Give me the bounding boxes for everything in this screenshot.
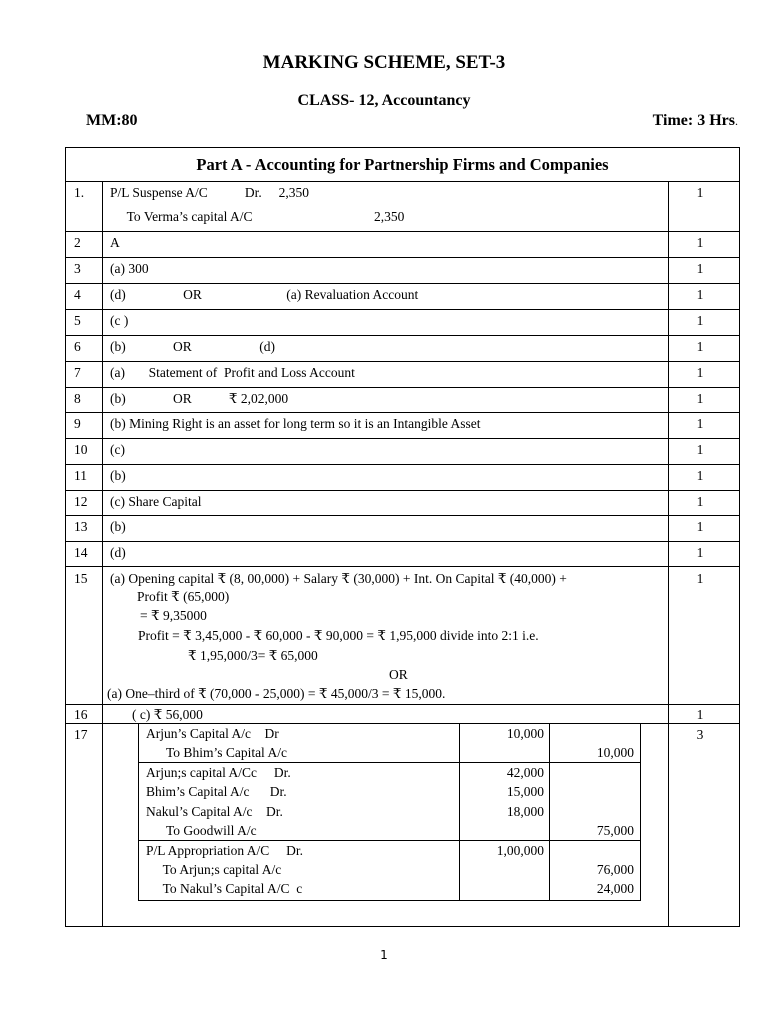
answer-line: P/L Suspense A/C Dr. 2,350 [110, 185, 310, 200]
time-suffix: . [735, 114, 738, 128]
max-marks: MM:80 [86, 112, 138, 129]
time-text: Time: 3 Hrs [652, 112, 735, 129]
journal-particular: P/L Appropriation A/C Dr. [146, 843, 304, 858]
page-number: 1 [380, 948, 388, 962]
marks-value: 1 [696, 185, 704, 200]
answer-line: A [110, 235, 120, 250]
marks-value: 1 [696, 442, 704, 457]
journal-debit: 15,000 [506, 784, 544, 799]
marks-value: 3 [696, 727, 704, 742]
answer-line: (c) Share Capital [110, 494, 202, 509]
question-number: 5 [74, 313, 81, 328]
row-line [65, 335, 740, 336]
row-line [65, 387, 740, 388]
journal-debit: 10,000 [506, 726, 544, 741]
journal-particular: To Bhim’s Capital A/c [146, 745, 287, 760]
marks-value: 1 [696, 287, 704, 302]
question-number: 4 [74, 287, 81, 302]
col-divider-num [102, 181, 103, 927]
answer-line: ( c) ₹ 56,000 [132, 707, 203, 722]
question-number: 9 [74, 416, 81, 431]
row-line [65, 361, 740, 362]
question-number: 2 [74, 235, 81, 250]
answer-line: (a) One–third of ₹ (70,000 - 25,000) = ₹ 45,000/3 = ₹ 15,000. [107, 686, 446, 701]
answer-line: Profit = ₹ 3,45,000 - ₹ 60,000 - ₹ 90,000 = ₹ 1,95,000 divide into 2:1 i.e. [138, 628, 539, 643]
row-line [65, 541, 740, 542]
journal-credit: 76,000 [596, 862, 634, 877]
marks-value: 1 [696, 494, 704, 509]
marks-value: 1 [696, 707, 704, 722]
marks-value: 1 [696, 391, 704, 406]
question-number: 6 [74, 339, 81, 354]
question-number: 7 [74, 365, 81, 380]
marks-value: 1 [696, 235, 704, 250]
answer-line: (b) OR (d) [110, 339, 275, 354]
answer-line: = ₹ 9,35000 [140, 608, 207, 623]
answer-line: (b) Mining Right is an asset for long term so it is an Intangible Asset [110, 416, 481, 431]
journal-particular: Arjun’s Capital A/c Dr [146, 726, 279, 741]
row-line [65, 283, 740, 284]
row-line [65, 412, 740, 413]
question-number: 3 [74, 261, 81, 276]
row-line [65, 566, 740, 567]
journal-particular: Nakul’s Capital A/c Dr. [146, 804, 283, 819]
row-line [65, 464, 740, 465]
question-number: 16 [74, 707, 88, 722]
question-number: 17 [74, 727, 88, 742]
marks-value: 1 [696, 545, 704, 560]
row-line [65, 181, 740, 182]
marks-value: 1 [696, 519, 704, 534]
journal-credit: 24,000 [596, 881, 634, 896]
answer-line: Profit ₹ (65,000) [137, 589, 230, 604]
answer-line: (a) 300 [110, 261, 149, 276]
question-number: 12 [74, 494, 88, 509]
journal-credit: 10,000 [596, 745, 634, 760]
marks-value: 1 [696, 339, 704, 354]
marks-value: 1 [696, 468, 704, 483]
journal-debit: 18,000 [506, 804, 544, 819]
class-subject: CLASS- 12, Accountancy [297, 92, 471, 109]
question-number: 15 [74, 571, 88, 586]
answer-line: To Verma’s capital A/C 2,350 [110, 209, 405, 224]
journal-particular: To Goodwill A/c [146, 823, 257, 838]
journal-particular: To Nakul’s Capital A/C c [146, 881, 303, 896]
journal-debit: 1,00,000 [496, 843, 544, 858]
answer-line: (b) [110, 468, 126, 483]
question-number: 14 [74, 545, 88, 560]
col-divider-marks [668, 181, 669, 927]
answer-line: (c) [110, 442, 125, 457]
row-line [65, 231, 740, 232]
answer-line: (c ) [110, 313, 129, 328]
answer-line: (d) OR (a) Revaluation Account [110, 287, 419, 302]
document-title: MARKING SCHEME, SET-3 [262, 52, 506, 73]
time-allowed [653, 112, 738, 130]
or-separator: OR [389, 667, 408, 682]
journal-particular: Bhim’s Capital A/c Dr. [146, 784, 287, 799]
question-number: 10 [74, 442, 88, 457]
answer-line: ₹ 1,95,000/3= ₹ 65,000 [188, 648, 318, 663]
answer-line: (b) [110, 519, 126, 534]
question-number: 11 [74, 468, 87, 483]
row-line [65, 438, 740, 439]
journal-debit: 42,000 [506, 765, 544, 780]
row-line [65, 490, 740, 491]
row-line [65, 257, 740, 258]
row-line [65, 309, 740, 310]
marks-value: 1 [696, 313, 704, 328]
question-number: 8 [74, 391, 81, 406]
part-a-heading: Part A - Accounting for Partnership Firms and Companies [196, 155, 609, 174]
journal-credit: 75,000 [596, 823, 634, 838]
marks-value: 1 [696, 365, 704, 380]
answer-line: (b) OR ₹ 2,02,000 [110, 391, 289, 406]
question-number: 13 [74, 519, 88, 534]
answer-line: (d) [110, 545, 126, 560]
journal-particular: To Arjun;s capital A/c [146, 862, 282, 877]
answer-line: (a) Statement of Profit and Loss Account [110, 365, 355, 380]
marks-value: 1 [696, 416, 704, 431]
question-number: 1. [74, 185, 85, 200]
row-line [65, 515, 740, 516]
journal-particular: Arjun;s capital A/Cc Dr. [146, 765, 291, 780]
marks-value: 1 [696, 571, 704, 586]
marks-value: 1 [696, 261, 704, 276]
answer-line: (a) Opening capital ₹ (8, 00,000) + Salary ₹ (30,000) + Int. On Capital ₹ (40,000) + [110, 571, 567, 586]
